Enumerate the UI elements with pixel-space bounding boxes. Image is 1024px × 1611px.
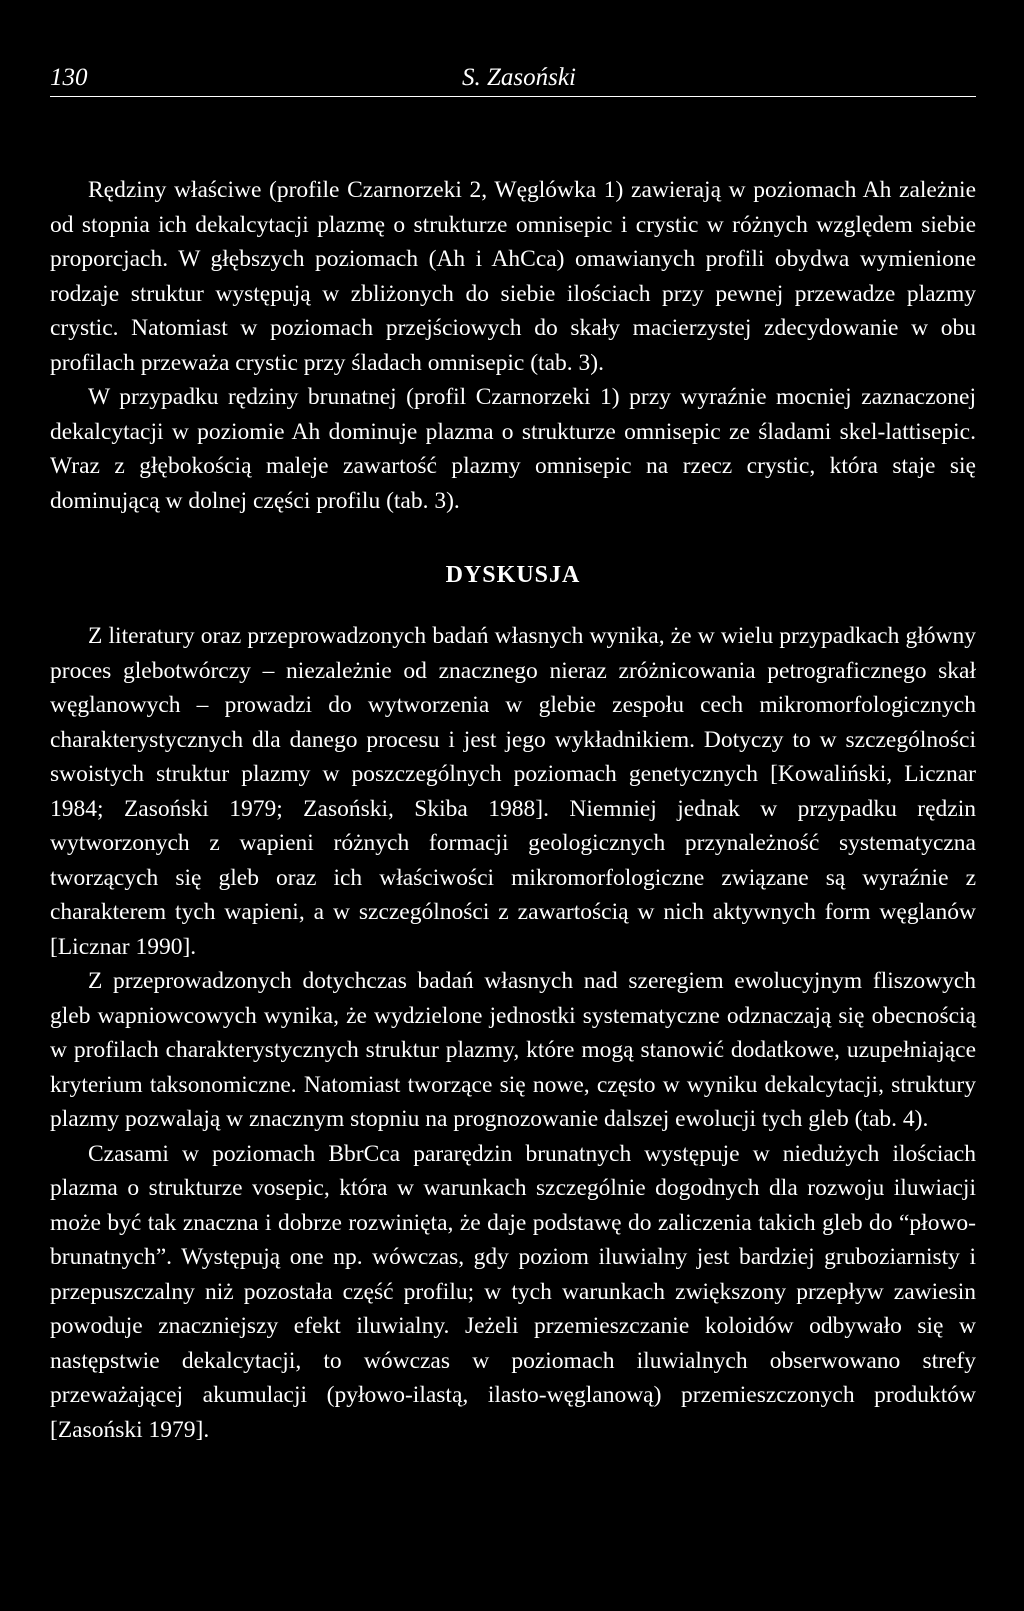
paragraph: Rędziny właściwe (profile Czarnorzeki 2, Węglówka 1) zawierają w poziomach Ah zależnie od stopnia ich dekalcytacji plazmę o strukturze omnisepic i crystic w różnych względem siebie proporcjach. W głębszych poziomach (Ah i AhCca) omawianych profili obydwa wymienione rodzaje struktur występują w zbliżonych do siebie ilościach przy pewnej przewadze plazmy crystic. Natomiast w poziomach przejściowych do skały macierzystej zdecydowanie w obu profilach przeważa crystic przy śladach omnisepic (tab. 3).	[50, 177, 976, 376]
discussion-text-block	[50, 619, 976, 1447]
running-head-author: S. Zasoński	[462, 64, 576, 91]
paragraph: Z literatury oraz przeprowadzonych badań własnych wynika, że w wielu przypadkach główny proces glebotwórczy – niezależnie od znacznego nieraz zróżnicowania petrograficznego skał węglanowych – prowadzi do wytworzenia w glebie zespołu cech mikromorfologicznych charakterystycznych dla danego procesu i jest jego wykładnikiem. Dotyczy to w szczególności swoistych struktur plazmy w poszczególnych poziomach genetycznych [Kowaliński, Licznar 1984; Zasoński 1979; Zasoński, Skiba 1988]. Niemniej jednak w przypadku rędzin wytworzonych z wapieni różnych formacji geologicznych przynależność systematyczna tworzących się gleb oraz ich właściwości mikromorfologiczne związane są wyraźnie z charakterem tych wapieni, a w szczególności z zawartością w nich aktywnych form węglanów [Licznar 1990].	[50, 623, 976, 960]
section-heading: DYSKUSJA	[445, 562, 581, 588]
results-text-block	[50, 173, 976, 518]
paragraph: Czasami w poziomach BbrCca pararędzin brunatnych występuje w niedużych ilościach plazma o strukturze vosepic, która w warunkach szczególnie dogodnych dla rozwoju iluwiacji może być tak znaczna i dobrze rozwinięta, że daje podstawę do zaliczenia takich gleb do “płowo-brunatnych”. Występują one np. wówczas, gdy poziom iluwialny jest bardziej gruboziarnisty i przepuszczalny niż pozostała część profilu; w tych warunkach zwiększony przepływ zawiesin powoduje znaczniejszy efekt iluwialny. Jeżeli przemieszczanie koloidów odbywało się w następstwie dekalcytacji, to wówczas w poziomach iluwialnych obserwowano strefy przeważającej akumulacji (pyłowo-ilastą, ilasto-węglanową) przemieszczonych produktów [Zasoński 1979].	[50, 1140, 976, 1443]
paragraph: Z przeprowadzonych dotychczas badań własnych nad szeregiem ewolucyjnym fliszowych gleb wapniowcowych wynika, że wydzielone jednostki systematyczne odznaczają się obecnością w profilach charakterystycznych struktur plazmy, które mogą stanowić dodatkowe, uzupełniające kryterium taksonomiczne. Natomiast tworzące się nowe, często w wyniku dekalcytacji, struktury plazmy pozwalają w znacznym stopniu na prognozowanie dalszej ewolucji tych gleb (tab. 4).	[50, 968, 976, 1132]
running-head	[50, 60, 976, 97]
page-number: 130	[50, 64, 88, 91]
paragraph: W przypadku rędziny brunatnej (profil Czarnorzeki 1) przy wyraźnie mocniej zaznaczonej dekalcytacji w poziomie Ah dominuje plazma o strukturze omnisepic ze śladami skel-lattisepic. Wraz z głębokością maleje zawartość plazmy omnisepic na rzecz crystic, która staje się dominującą w dolnej części profilu (tab. 3).	[50, 384, 976, 514]
document-page	[50, 60, 976, 1447]
